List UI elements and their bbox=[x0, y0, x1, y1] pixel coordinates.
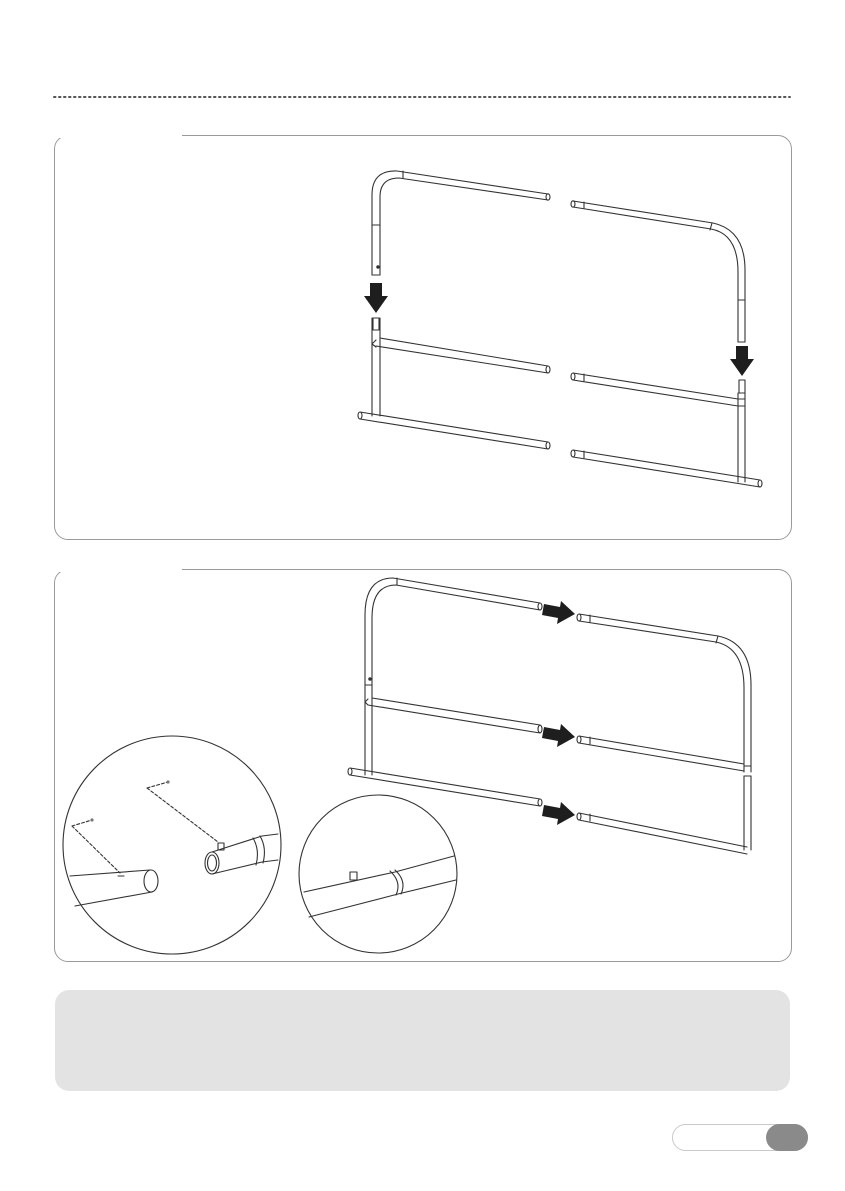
rail-frame-right-parts bbox=[571, 201, 762, 487]
detail-circle-before bbox=[63, 736, 281, 954]
right-arrow-icon bbox=[542, 601, 575, 624]
down-arrow-icon bbox=[730, 346, 754, 376]
page-number-badge bbox=[766, 1124, 808, 1151]
note-box bbox=[55, 990, 790, 1091]
right-arrow-icon bbox=[542, 802, 575, 825]
rail-frame-assembled-left bbox=[348, 578, 542, 806]
detail-circle-after bbox=[299, 795, 457, 953]
rail-frame-assembled-right bbox=[577, 614, 751, 854]
down-arrow-icon bbox=[364, 283, 388, 313]
rail-frame-left-parts bbox=[358, 171, 550, 449]
right-arrow-icon bbox=[542, 724, 575, 747]
